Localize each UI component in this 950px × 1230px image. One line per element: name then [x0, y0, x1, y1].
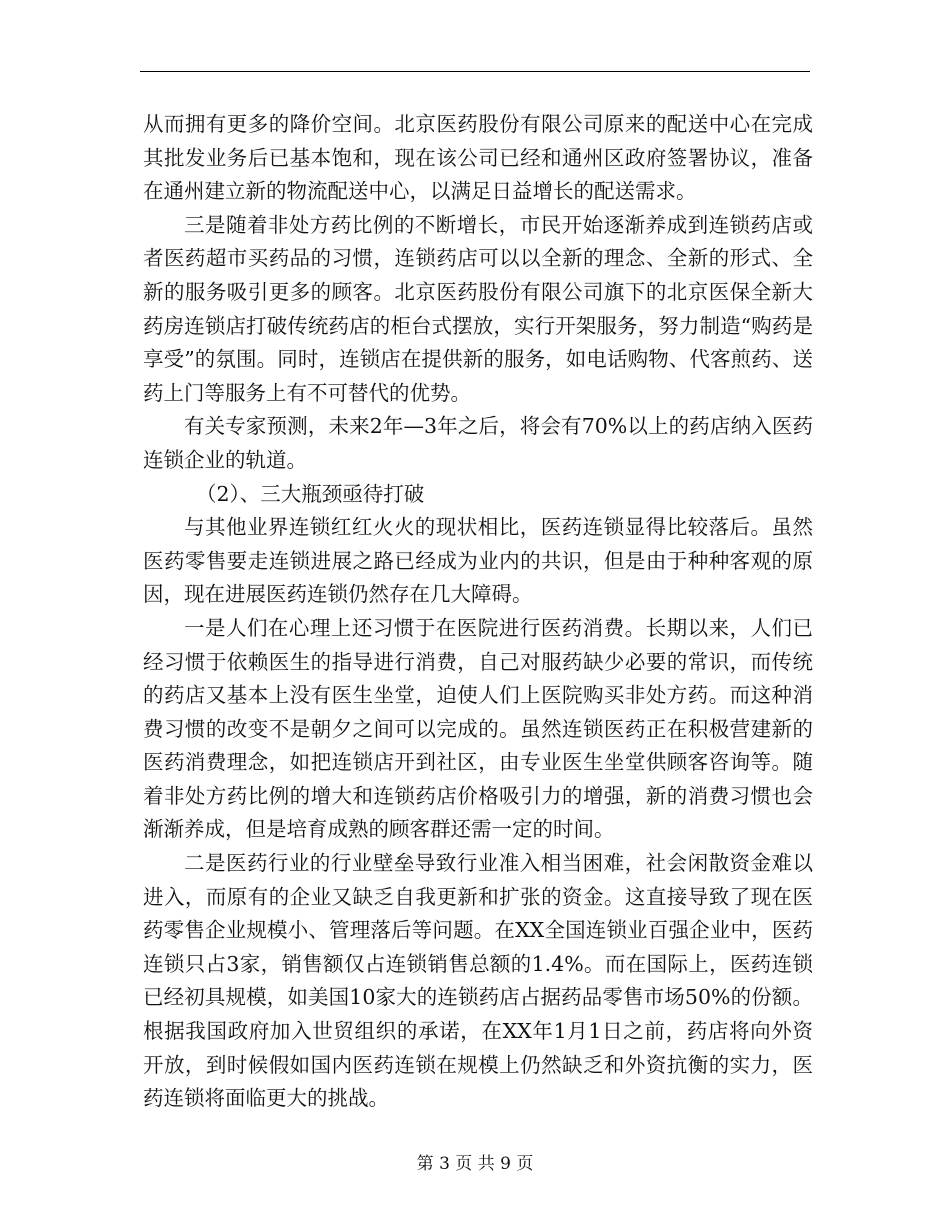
paragraph-expert-forecast: 有关专家预测，未来2年—3年之后，将会有70%以上的药店纳入医药连锁企业的轨道。	[143, 414, 813, 472]
paragraph-point-two: 二是医药行业的行业壁垒导致行业准入相当困难，社会闲散资金难以进入，而原有的企业又缺乏自我更新和扩张的资金。这直接导致了现在医药零售企业规模小、管理落后等问题。在XX全国连锁业百强企业中，医药连锁只占3家，销售额仅占连锁销售总额的1.4%。而在国际上，医药连锁已经初具规模，如美国10家大的连锁药店占据药品零售市场50%的份额。根据我国政府加入世贸组织的承诺，在XX年1月1日之前，药店将向外资开放，到时候假如国内医药连锁在规模上仍然缺乏和外资抗衡的实力，医药连锁将面临更大的挑战。	[143, 851, 813, 1111]
section-heading: （2）、三大瓶颈亟待打破	[196, 481, 425, 506]
header-rule	[140, 71, 810, 72]
paragraph-comparison: 与其他业界连锁红红火火的现状相比，医药连锁显得比较落后。虽然医药零售要走连锁进展之路已经成为业内的共识，但是由于种种客观的原因，现在进展医药连锁仍然存在几大障碍。	[143, 515, 813, 607]
paragraph-point-three: 三是随着非处方药比例的不断增长，市民开始逐渐养成到连锁药店或者医药超市买药品的习惯，连锁药店可以以全新的理念、全新的形式、全新的服务吸引更多的顾客。北京医药股份有限公司旗下的北京医保全新大药房连锁店打破传统药店的柜台式摆放，实行开架服务，努力制造“购药是享受”的氛围。同时，连锁店在提供新的服务，如电话购物、代客煎药、送药上门等服务上有不可替代的优势。	[143, 212, 813, 405]
page-footer: 第 3 页 共 9 页	[416, 1154, 534, 1174]
body-text	[143, 108, 813, 1116]
paragraph-continuation: 从而拥有更多的降价空间。北京医药股份有限公司原来的配送中心在完成其批发业务后已基本饱和，现在该公司已经和通州区政府签署协议，准备在通州建立新的物流配送中心，以满足日益增长的配送需求。	[143, 112, 813, 204]
paragraph-point-one: 一是人们在心理上还习惯于在医院进行医药消费。长期以来，人们已经习惯于依赖医生的指导进行消费，自己对服药缺少必要的常识，而传统的药店又基本上没有医生坐堂，迫使人们上医院购买非处方药。而这种消费习惯的改变不是朝夕之间可以完成的。虽然连锁医药正在积极营建新的医药消费理念，如把连锁店开到社区，由专业医生坐堂供顾客咨询等。随着非处方药比例的增大和连锁药店价格吸引力的增强，新的消费习惯也会渐渐养成，但是培育成熟的顾客群还需一定的时间。	[143, 615, 813, 842]
